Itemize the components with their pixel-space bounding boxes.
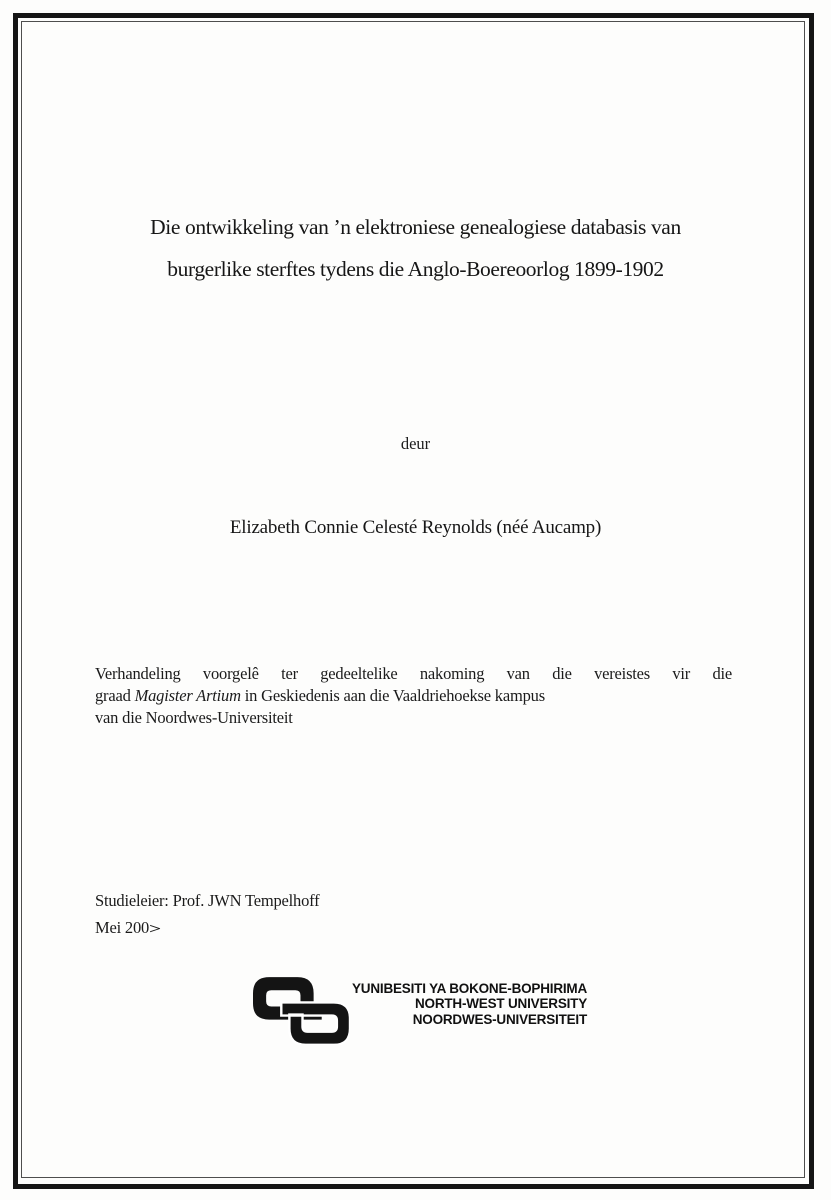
university-logo xyxy=(253,977,587,1045)
supervisor-line: Studieleier: Prof. JWN Tempelhoff xyxy=(95,891,320,910)
degree-statement-line-2-post: in Geskiedenis aan die Vaaldriehoekse kampus xyxy=(240,686,545,705)
date-text: Mei 200 xyxy=(95,918,150,937)
date-line xyxy=(95,914,319,941)
university-name-setswana: YUNIBESITI YA BOKONE-BOPHIRIMA xyxy=(352,981,588,996)
degree-name-italic: Magister Artium xyxy=(134,686,241,705)
date-seven-glyph: > xyxy=(149,919,162,938)
degree-statement-line-3: van die Noordwes-Universiteit xyxy=(95,708,293,727)
thesis-title-line-1: Die ontwikkeling van ’n elektroniese genealogiese databasis van xyxy=(150,215,681,239)
byline-deur: deur xyxy=(400,434,431,453)
thesis-title-line-2: burgerlike sterftes tydens die Anglo-Boereoorlog 1899-1902 xyxy=(167,257,664,281)
degree-statement xyxy=(95,663,732,729)
degree-statement-line-2 xyxy=(95,685,732,707)
degree-statement-line-2-pre: graad xyxy=(95,686,135,705)
university-logo-wordmark xyxy=(352,981,587,1027)
author-name: Elizabeth Connie Celesté Reynolds (néé Aucamp) xyxy=(229,517,602,538)
university-name-afrikaans: NOORDWES-UNIVERSITEIT xyxy=(412,1011,588,1027)
nwu-chain-links-icon xyxy=(253,977,350,1045)
supervisor-block xyxy=(95,887,319,941)
degree-statement-line-1: Verhandeling voorgelê ter gedeeltelike nakoming van die vereistes vir die xyxy=(95,664,732,683)
thesis-title xyxy=(55,206,776,290)
university-name-english: NORTH-WEST UNIVERSITY xyxy=(414,996,588,1012)
